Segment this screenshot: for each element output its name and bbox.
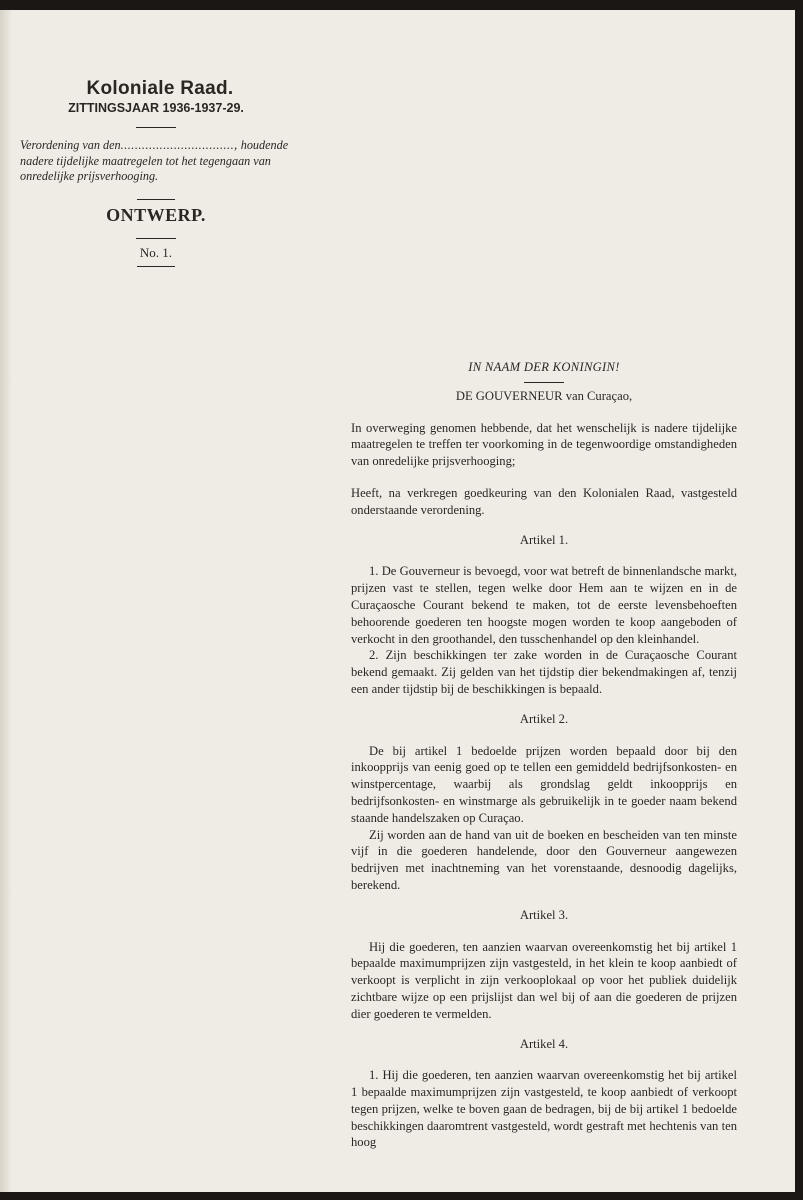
council-name: Koloniale Raad.	[86, 78, 234, 99]
draft-status: ONTWERP.	[106, 204, 206, 225]
invocation: IN NAAM DER KONINGIN!	[468, 360, 620, 374]
article-title: Artikel 1.	[519, 532, 569, 547]
article-title: Artikel 3.	[519, 907, 569, 922]
preamble: In overweging genomen hebbende, dat het wenschelijk is nadere tijdelijke maatregelen te treffen ter voorkoming in de tegenwoordige omstandigheden van onredelijke prijsverhooging;	[351, 420, 737, 469]
article-title: Artikel 2.	[519, 711, 569, 726]
article-paragraph: 1. Hij die goederen, ten aanzien waarvan overeenkomstig het bij artikel 1 bepaalde maximumprijzen zijn vastgesteld, te koop aanbiedt of verkoopt tegen prijzen, welke te boven gaan de bedragen, bij de bij artikel 1 bedoelde beschikkingen daaromtrent vastgesteld, wordt gestraft met hechtenis van ten hoog	[351, 1068, 737, 1150]
article-paragraph: 2. Zijn beschikkingen ter zake worden in de Curaçaosche Courant bekend gemaakt. Zij gelden van het tijdstip dier bekendmakingen af, tenzij een ander tijdstip bij de beschikkingen is bepaald.	[351, 648, 737, 696]
divider	[136, 238, 176, 239]
document-title	[20, 138, 292, 185]
enactment: Heeft, na verkregen goedkeuring van den Kolonialen Raad, vastgesteld onderstaande verordening.	[351, 485, 737, 517]
divider	[137, 199, 175, 200]
ordinance-body	[351, 359, 737, 1151]
divider	[524, 382, 564, 383]
header-block	[20, 78, 292, 267]
divider	[136, 127, 176, 128]
page-binding-edge	[0, 10, 12, 1192]
article-paragraph: De bij artikel 1 bedoelde prijzen worden bepaald door bij den inkoopprijs van eenig goed op te tellen een gemiddeld bedrijfsonkosten- en winstpercentage, waarbij als grondslag geldt inkoopprijs en bedrijfsonkosten- en winstmarge als gebruikelijk in te goeder naam bekend staande handelszaken op Curaçao.	[351, 743, 737, 825]
title-rest: houdende nadere tijdelijke maatregelen tot het tegengaan van onredelijke prijsverhooging.	[20, 138, 289, 183]
document-page	[0, 10, 795, 1192]
divider	[137, 266, 175, 267]
document-number: No. 1.	[139, 244, 173, 260]
article-paragraph: Hij die goederen, ten aanzien waarvan overeenkomstig het bij artikel 1 bepaalde maximumprijzen zijn vastgesteld, in het klein te koop aanbiedt of verkoopt is verplicht in zijn verkooplokaal op voor het publiek duidelijk zichtbare wijze op een prijslijst dan wel bij of aan die goederen de prijzen dier goederen te vermelden.	[351, 939, 737, 1021]
article-title: Artikel 4.	[519, 1036, 569, 1051]
governor-line: DE GOUVERNEUR van Curaçao,	[455, 388, 633, 403]
title-prefix: Verordening van den	[20, 138, 121, 152]
title-fill: ................................,	[120, 138, 238, 152]
article-paragraph: Zij worden aan de hand van uit de boeken en bescheiden van ten minste vijf in die goederen handelende, door den Gouverneur aangewezen bedrijven met inachtneming van het vorenstaande, desnoodig dagelijks, berekend.	[351, 827, 737, 892]
article-paragraph: 1. De Gouverneur is bevoegd, voor wat betreft de binnenlandsche markt, prijzen vast te stellen, tegen welke door Hem aan te wijzen en in de Curaçaosche Courant bekend te maken, tot de eerste levensbehoeften behoorende goederen ten hoogste mogen worden te koop aangeboden of verkocht in den groothandel, den tusschenhandel op den kleinhandel.	[351, 564, 737, 646]
session-year: ZITTINGSJAAR 1936-1937-29.	[68, 101, 244, 115]
